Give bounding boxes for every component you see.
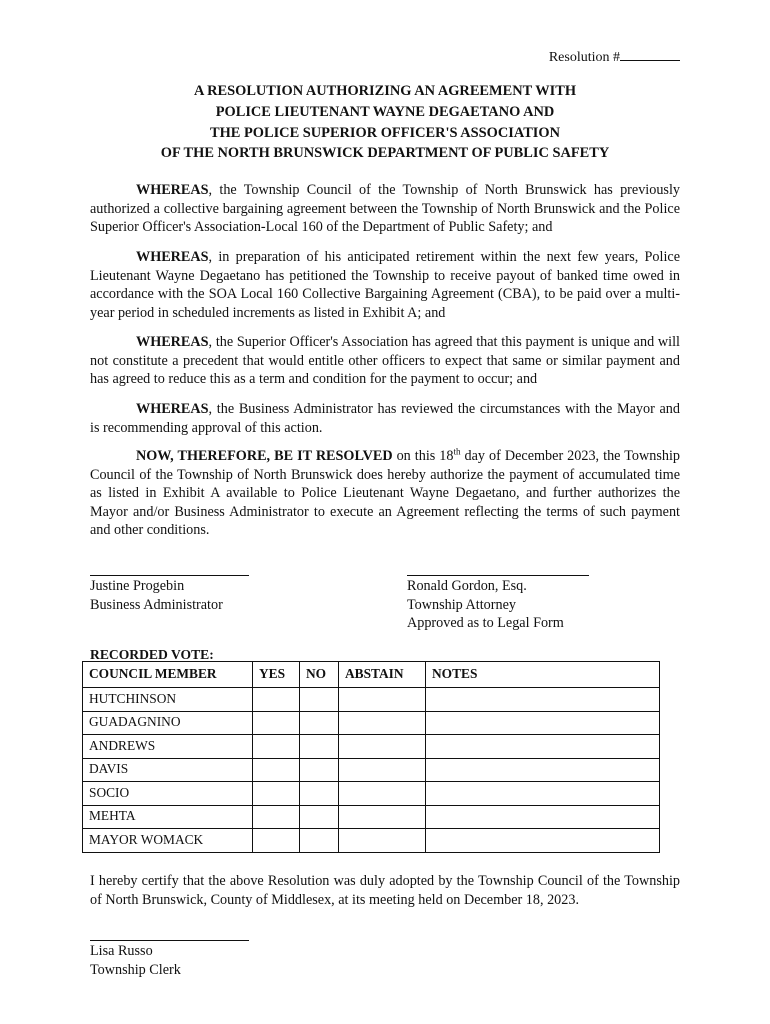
vote-yes-cell <box>253 782 300 806</box>
paragraph-text: , in preparation of his anticipated retirement within the next few years, Police Lieutenant Wayne Degaetano has petitioned the Township to receive payout of banked time owed in accordance with the SOA Local 160 Collective Bargaining Agreement (CBA), to be paid over a multi-year period in scheduled increments as listed in Exhibit A; and <box>90 249 680 321</box>
paragraph-lead: WHEREAS <box>136 182 209 198</box>
vote-notes-cell <box>426 782 660 806</box>
paragraph-text: , the Business Administrator has reviewed the circumstances with the Mayor and is recommending approval of this action. <box>90 401 680 436</box>
signature-block-left <box>90 577 223 614</box>
signer-name: Justine Progebin <box>90 578 185 594</box>
signer-note: Approved as to Legal Form <box>407 615 564 632</box>
vote-notes-cell <box>426 805 660 829</box>
title-line-1: A RESOLUTION AUTHORIZING AN AGREEMENT WITH <box>193 83 577 99</box>
vote-no-cell <box>300 782 339 806</box>
signature-line-clerk <box>90 940 249 941</box>
recorded-vote-heading: RECORDED VOTE: <box>90 647 214 662</box>
certification-statement: I hereby certify that the above Resolution was duly adopted by the Township Council of the Township of North Brunswick, County of Middlesex, at its meeting held on December 18, 2023. <box>90 873 680 908</box>
header-yes: YES <box>253 662 300 688</box>
vote-abstain-cell <box>339 805 426 829</box>
document-title <box>90 81 680 164</box>
table-row <box>83 735 660 759</box>
vote-no-cell <box>300 735 339 759</box>
header-abstain: ABSTAIN <box>339 662 426 688</box>
signer-name: Lisa Russo <box>90 943 153 959</box>
header-council-member: COUNCIL MEMBER <box>83 662 253 688</box>
table-row <box>83 805 660 829</box>
recorded-vote-table <box>82 661 660 853</box>
member-name: SOCIO <box>83 782 253 806</box>
table-row <box>83 829 660 853</box>
signature-block-clerk <box>90 942 181 979</box>
member-name: ANDREWS <box>83 735 253 759</box>
vote-no-cell <box>300 829 339 853</box>
header-notes: NOTES <box>426 662 660 688</box>
table-row <box>83 758 660 782</box>
vote-abstain-cell <box>339 782 426 806</box>
vote-notes-cell <box>426 711 660 735</box>
paragraph-text: day of December 2023, the Township Council of the Township of North Brunswick does hereby authorize the payment of accumulated time as listed in Exhibit A available to Police Lieutenant Wayne Degaetano, and further authorizes the Mayor and/or Business Administrator to execute an Agreement reflecting the terms of such payment and other conditions. <box>90 448 680 539</box>
vote-abstain-cell <box>339 735 426 759</box>
vote-notes-cell <box>426 758 660 782</box>
vote-no-cell <box>300 688 339 712</box>
vote-no-cell <box>300 758 339 782</box>
vote-notes-cell <box>426 688 660 712</box>
vote-yes-cell <box>253 688 300 712</box>
table-row <box>83 782 660 806</box>
member-name: GUADAGNINO <box>83 711 253 735</box>
whereas-paragraph-3 <box>90 333 680 389</box>
vote-yes-cell <box>253 829 300 853</box>
vote-yes-cell <box>253 805 300 829</box>
member-name: MAYOR WOMACK <box>83 829 253 853</box>
vote-no-cell <box>300 805 339 829</box>
paragraph-text: on this 18 <box>392 448 454 464</box>
member-name: DAVIS <box>83 758 253 782</box>
vote-abstain-cell <box>339 688 426 712</box>
paragraph-text: , the Township Council of the Township of North Brunswick has previously authorized a collective bargaining agreement between the Township of North Brunswick and the Police Superior Officer's Association-Local 160 of the Department of Public Safety; and <box>90 182 680 236</box>
vote-yes-cell <box>253 711 300 735</box>
resolved-paragraph <box>90 447 680 540</box>
resolution-number-blank <box>620 47 680 61</box>
signer-title: Business Administrator <box>90 596 223 613</box>
signer-title: Township Attorney <box>407 596 516 613</box>
vote-abstain-cell <box>339 711 426 735</box>
paragraph-lead: WHEREAS <box>136 249 209 265</box>
vote-abstain-cell <box>339 758 426 782</box>
member-name: MEHTA <box>83 805 253 829</box>
table-row <box>83 688 660 712</box>
title-line-2: POLICE LIEUTENANT WAYNE DEGAETANO AND <box>215 103 555 120</box>
resolution-number-label: Resolution # <box>548 50 620 65</box>
resolution-number <box>549 47 680 68</box>
ordinal-suffix: th <box>453 446 461 457</box>
table-row <box>83 711 660 735</box>
vote-yes-cell <box>253 758 300 782</box>
paragraph-lead: WHEREAS <box>136 334 209 350</box>
paragraph-lead: WHEREAS <box>136 401 209 417</box>
signer-name: Ronald Gordon, Esq. <box>407 578 527 594</box>
vote-abstain-cell <box>339 829 426 853</box>
title-line-4: OF THE NORTH BRUNSWICK DEPARTMENT OF PUBLIC SAFETY <box>160 145 610 162</box>
vote-yes-cell <box>253 735 300 759</box>
header-no: NO <box>300 662 339 688</box>
signature-line-left <box>90 575 249 576</box>
whereas-paragraph-4 <box>90 400 680 437</box>
member-name: HUTCHINSON <box>83 688 253 712</box>
paragraph-lead: NOW, THEREFORE, BE IT RESOLVED <box>136 448 393 464</box>
vote-notes-cell <box>426 735 660 759</box>
title-line-3: THE POLICE SUPERIOR OFFICER'S ASSOCIATION <box>210 124 560 141</box>
signer-title: Township Clerk <box>90 961 181 978</box>
vote-no-cell <box>300 711 339 735</box>
table-header-row <box>83 662 660 688</box>
vote-notes-cell <box>426 829 660 853</box>
paragraph-text: , the Superior Officer's Association has agreed that this payment is unique and will not constitute a precedent that would entitle other officers to expect that same or similar payment and has agreed to reduce this as a term and condition for the payment to occur; and <box>90 334 680 388</box>
signature-line-right <box>407 575 589 576</box>
signature-block-right <box>407 577 564 633</box>
whereas-paragraph-2 <box>90 248 680 322</box>
whereas-paragraph-1 <box>90 181 680 237</box>
